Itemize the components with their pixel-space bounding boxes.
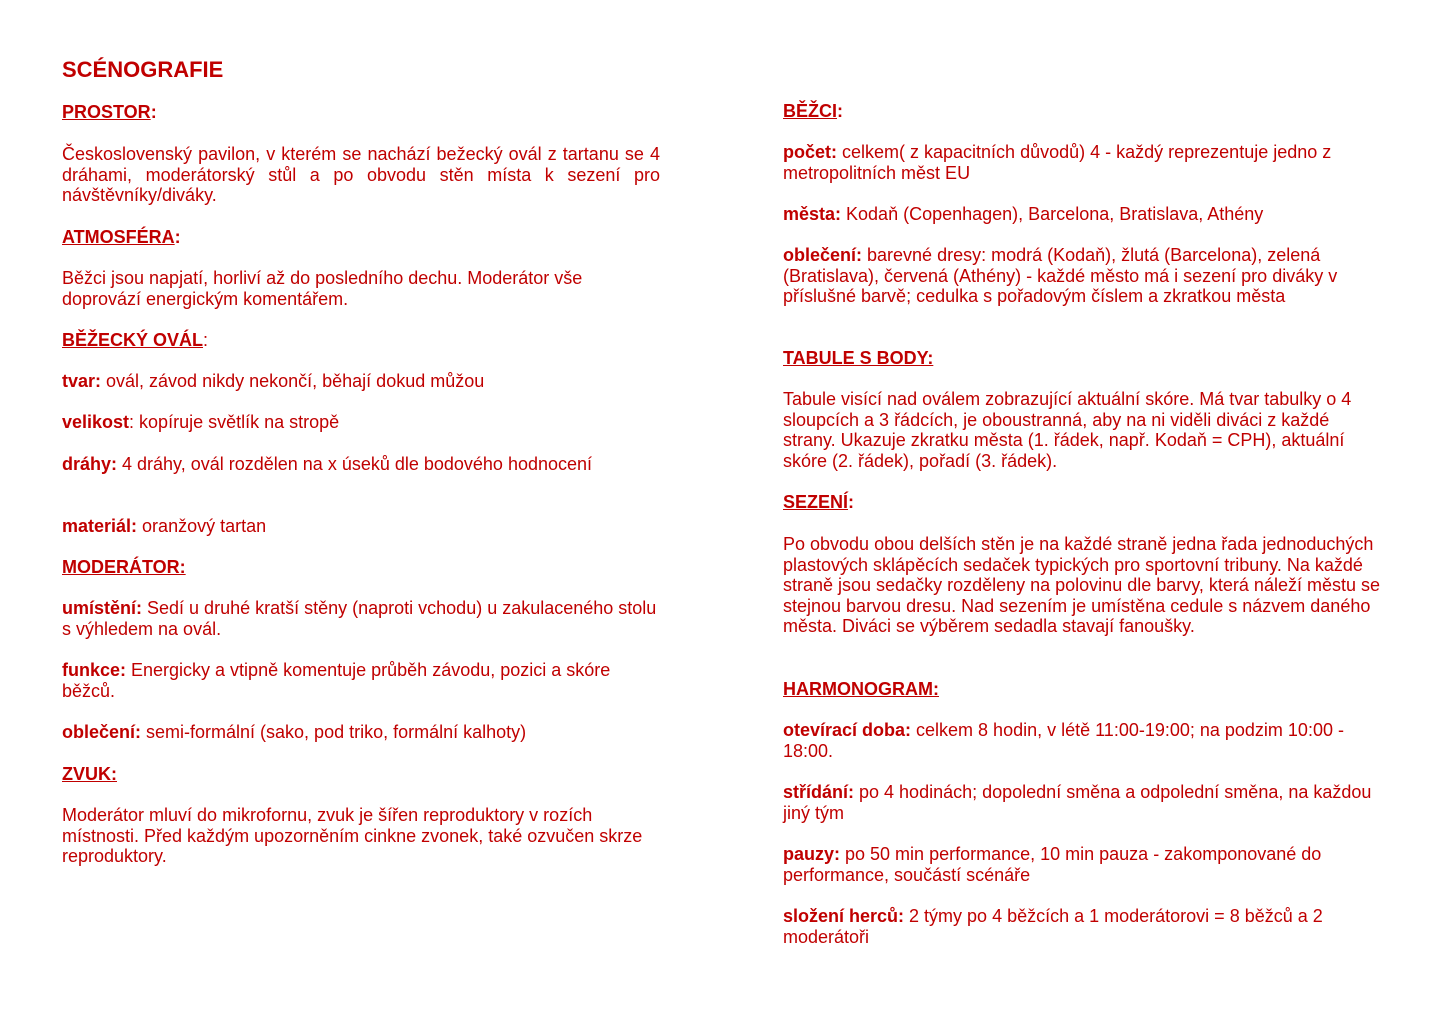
section-heading-tabule: TABULE S BODY: xyxy=(783,348,934,368)
tabule-text: Tabule visící nad oválem zobrazující aktuální skóre. Má tvar tabulky o 4 sloupcích a 3 řádcích, je oboustranná, aby na ni viděli diváci z každé strany. Ukazuje zkratku města (1. řádek, např. Kodaň = CPH), aktuální skóre (2. řádek), pořadí (3. řádek). xyxy=(783,389,1352,471)
oval-material: materiál: oranžový tartan xyxy=(62,516,267,536)
section-heading-harmonogram: HARMONOGRAM: xyxy=(783,679,939,699)
oval-drahy: dráhy: 4 dráhy, ovál rozdělen na x úseků dle bodového hodnocení xyxy=(62,454,593,474)
section-heading-bezecky-oval: BĚŽECKÝ OVÁL: xyxy=(62,330,209,350)
harmonogram-herci: složení herců: 2 týmy po 4 běžcích a 1 moderátorovi = 8 běžců a 2 moderátoři xyxy=(783,906,1323,947)
moderator-funkce: funkce: Energicky a vtipně komentuje průběh závodu, pozici a skóre běžců. xyxy=(62,660,611,701)
bezci-pocet: počet: celkem( z kapacitních důvodů) 4 - každý reprezentuje jedno z metropolitních měst EU xyxy=(783,142,1332,183)
zvuk-text: Moderátor mluví do mikrofornu, zvuk je šířen reproduktory v rozích místnosti. Před každým upozorněním cinkne zvonek, také ozvučen skrze reproduktory. xyxy=(62,805,643,866)
sezeni-text: Po obvodu obou delších stěn je na každé straně jedna řada jednoduchých plastových sklápěcích sedaček typických pro sportovní tribuny. Na každé straně jsou sedačky rozděleny na polovinu dle barvy, která náleží městu se stejnou barvou dresu. Nad sezením je umístěna cedule s názvem daného města. Diváci se výběrem sedadla stavají fanoušky. xyxy=(783,534,1380,636)
harmonogram-doba: otevírací doba: celkem 8 hodin, v létě 11:00-19:00; na podzim 10:00 - 18:00. xyxy=(783,720,1344,761)
section-heading-atmosfera: ATMOSFÉRA: xyxy=(62,227,181,247)
section-heading-bezci: BĚŽCI: xyxy=(783,101,843,121)
oval-tvar: tvar: ovál, závod nikdy nekončí, běhají dokud můžou xyxy=(62,371,485,391)
section-heading-prostor: PROSTOR: xyxy=(62,102,157,122)
section-heading-zvuk: ZVUK: xyxy=(62,764,117,784)
prostor-text: Československý pavilon, v kterém se nachází bežecký ovál z tartanu se 4 dráhami, moderátorský stůl a po obvodu stěn místa k sezení pro návštěvníky/diváky. xyxy=(62,144,660,205)
moderator-obleceni: oblečení: semi-formální (sako, pod triko, formální kalhoty) xyxy=(62,722,527,742)
harmonogram-stridani: střídání: po 4 hodinách; dopolední směna a odpolední směna, na každou jiný tým xyxy=(783,782,1372,823)
moderator-umisteni: umístění: Sedí u druhé kratší stěny (naproti vchodu) u zakulaceného stolu s výhledem na ovál. xyxy=(62,598,657,639)
section-heading-sezeni: SEZENÍ: xyxy=(783,492,855,512)
page-title: SCÉNOGRAFIE xyxy=(62,57,224,82)
section-heading-moderator: MODERÁTOR: xyxy=(62,557,186,577)
harmonogram-pauzy: pauzy: po 50 min performance, 10 min pauza - zakomponované do performance, součástí scénáře xyxy=(783,844,1322,885)
atmosfera-text: Běžci jsou napjatí, horliví až do posledního dechu. Moderátor vše doprovází energickým komentářem. xyxy=(62,268,583,309)
oval-velikost: velikost: kopíruje světlík na stropě xyxy=(62,412,340,432)
bezci-mesta: města: Kodaň (Copenhagen), Barcelona, Bratislava, Athény xyxy=(783,204,1264,224)
bezci-obleceni: oblečení: barevné dresy: modrá (Kodaň), žlutá (Barcelona), zelená (Bratislava), červená (Athény) - každé město má i sezení pro diváky v příslušné barvě; cedulka s pořadovým číslem a zkratkou města xyxy=(783,245,1338,306)
